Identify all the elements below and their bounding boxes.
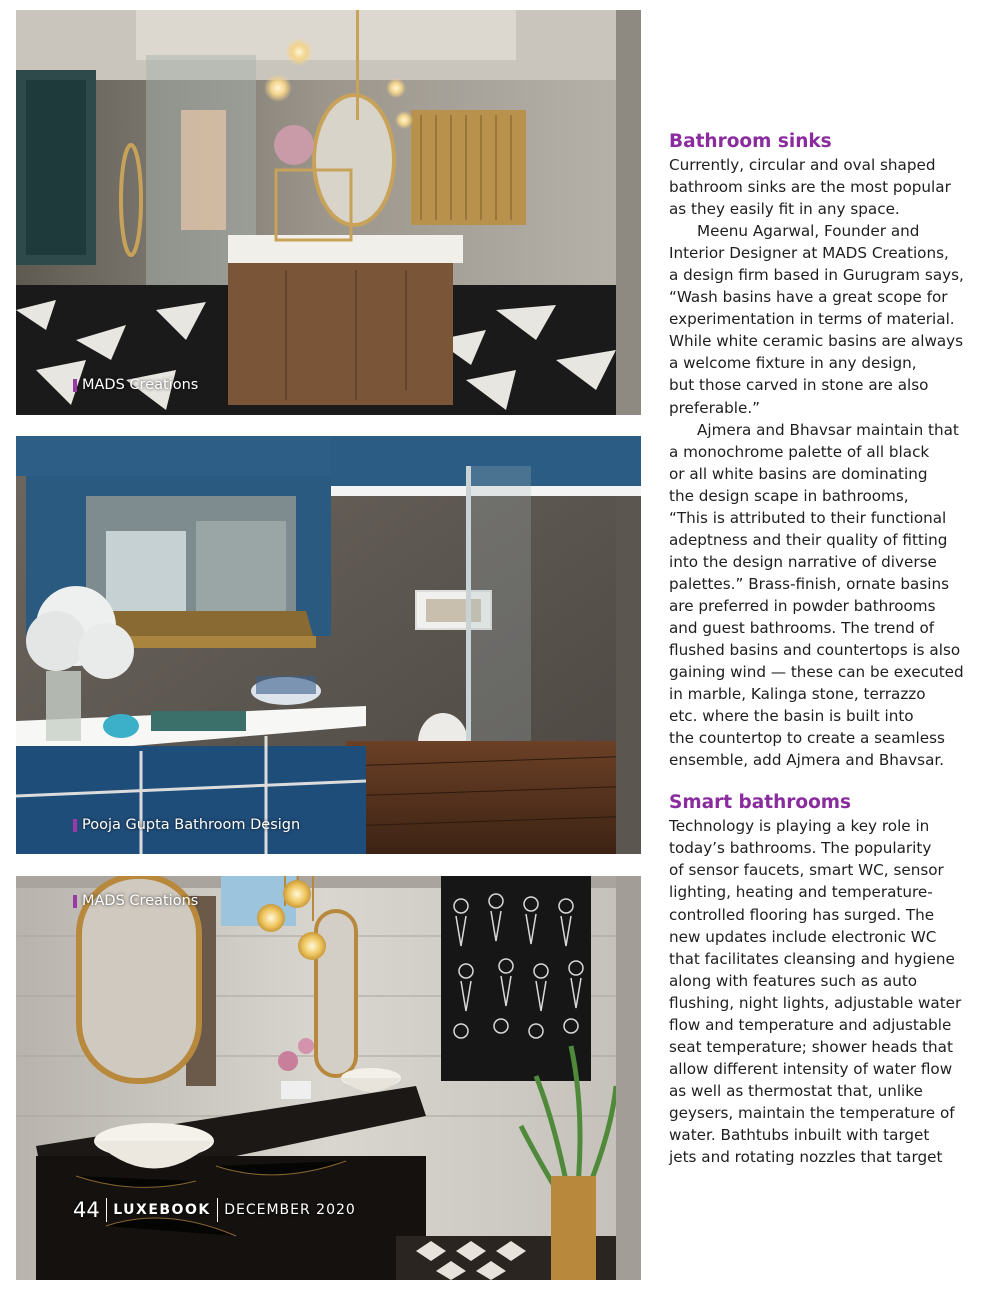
text-line: geysers, maintain the temperature of bbox=[669, 1103, 955, 1122]
photo-caption-2-text: Pooja Gupta Bathroom Design bbox=[82, 817, 301, 833]
bathroom-photo-2 bbox=[16, 436, 641, 854]
section-heading-smart-bathrooms: Smart bathrooms bbox=[669, 792, 852, 814]
text-line: a welcome fixture in any design, bbox=[669, 354, 917, 373]
issue-date: DECEMBER 2020 bbox=[224, 1202, 356, 1218]
text-line: new updates include electronic WC bbox=[669, 927, 937, 946]
text-line: the design scape in bathrooms, bbox=[669, 486, 909, 505]
bathroom-photo-1 bbox=[16, 10, 641, 415]
text-line: seat temperature; shower heads that bbox=[669, 1037, 953, 1056]
text-line: Technology is playing a key role in bbox=[669, 817, 930, 836]
caption-marker bbox=[73, 379, 77, 392]
text-line: adeptness and their quality of fitting bbox=[669, 530, 948, 549]
caption-marker bbox=[73, 895, 77, 908]
text-line: are preferred in powder bathrooms bbox=[669, 596, 936, 615]
text-line: as well as thermostat that, unlike bbox=[669, 1081, 923, 1100]
text-line: into the design narrative of diverse bbox=[669, 552, 937, 571]
text-line: as they easily fit in any space. bbox=[669, 200, 900, 219]
page-folio bbox=[73, 1196, 356, 1224]
text-line: While white ceramic basins are always bbox=[669, 332, 964, 351]
text-line: preferable.” bbox=[669, 398, 761, 417]
caption-marker bbox=[73, 819, 77, 832]
folio-divider bbox=[106, 1198, 108, 1222]
text-line: flushed basins and countertops is also bbox=[669, 641, 961, 660]
photo-caption-3 bbox=[73, 893, 198, 909]
photo-caption-2 bbox=[73, 817, 300, 833]
section-heading-bathroom-sinks: Bathroom sinks bbox=[669, 131, 832, 152]
section-body-bathroom-sinks bbox=[669, 154, 969, 771]
section-body-smart-bathrooms bbox=[669, 815, 969, 1168]
text-line: “This is attributed to their functional bbox=[669, 508, 947, 527]
photo-caption-3-text: MADS Creations bbox=[82, 893, 199, 909]
text-line: lighting, heating and temperature- bbox=[669, 883, 933, 902]
bathroom-photo-1-image bbox=[16, 10, 641, 415]
text-line: water. Bathtubs inbuilt with target bbox=[669, 1125, 930, 1144]
text-line: “Wash basins have a great scope for bbox=[669, 288, 948, 307]
text-line: Meenu Agarwal, Founder and bbox=[697, 222, 920, 241]
text-line: the countertop to create a seamless bbox=[669, 729, 945, 748]
text-line: gaining wind — these can be executed bbox=[669, 663, 964, 682]
article-column bbox=[669, 128, 969, 1168]
text-line: in marble, Kalinga stone, terrazzo bbox=[669, 685, 926, 704]
folio-divider bbox=[217, 1198, 219, 1222]
text-line: a design firm based in Gurugram says, bbox=[669, 266, 964, 285]
photo-caption-1-text: MADS Creations bbox=[82, 377, 199, 393]
magazine-brand: LUXEBOOK bbox=[113, 1202, 211, 1218]
text-line: of sensor faucets, smart WC, sensor bbox=[669, 861, 944, 880]
text-line: allow different intensity of water flow bbox=[669, 1059, 953, 1078]
text-line: today’s bathrooms. The popularity bbox=[669, 839, 932, 858]
text-line: along with features such as auto bbox=[669, 971, 918, 990]
text-line: ensemble, add Ajmera and Bhavsar. bbox=[669, 751, 945, 770]
text-line: palettes.” Brass-finish, ornate basins bbox=[669, 574, 950, 593]
text-line: but those carved in stone are also bbox=[669, 376, 929, 395]
text-line: a monochrome palette of all black bbox=[669, 442, 930, 461]
text-line: jets and rotating nozzles that target bbox=[669, 1148, 943, 1167]
text-line: flow and temperature and adjustable bbox=[669, 1015, 952, 1034]
bathroom-photo-2-image bbox=[16, 436, 641, 854]
text-line: Ajmera and Bhavsar maintain that bbox=[697, 420, 959, 439]
text-line: controlled flooring has surged. The bbox=[669, 905, 935, 924]
text-line: Interior Designer at MADS Creations, bbox=[669, 244, 949, 263]
photo-caption-1 bbox=[73, 377, 198, 393]
page-number: 44 bbox=[73, 1198, 100, 1222]
text-line: etc. where the basin is built into bbox=[669, 707, 914, 726]
text-line: and guest bathrooms. The trend of bbox=[669, 618, 935, 637]
text-line: flushing, night lights, adjustable water bbox=[669, 993, 962, 1012]
text-line: experimentation in terms of material. bbox=[669, 310, 955, 329]
text-line: or all white basins are dominating bbox=[669, 464, 928, 483]
text-line: that facilitates cleansing and hygiene bbox=[669, 949, 955, 968]
text-line: Currently, circular and oval shaped bbox=[669, 156, 936, 174]
text-line: bathroom sinks are the most popular bbox=[669, 178, 951, 197]
